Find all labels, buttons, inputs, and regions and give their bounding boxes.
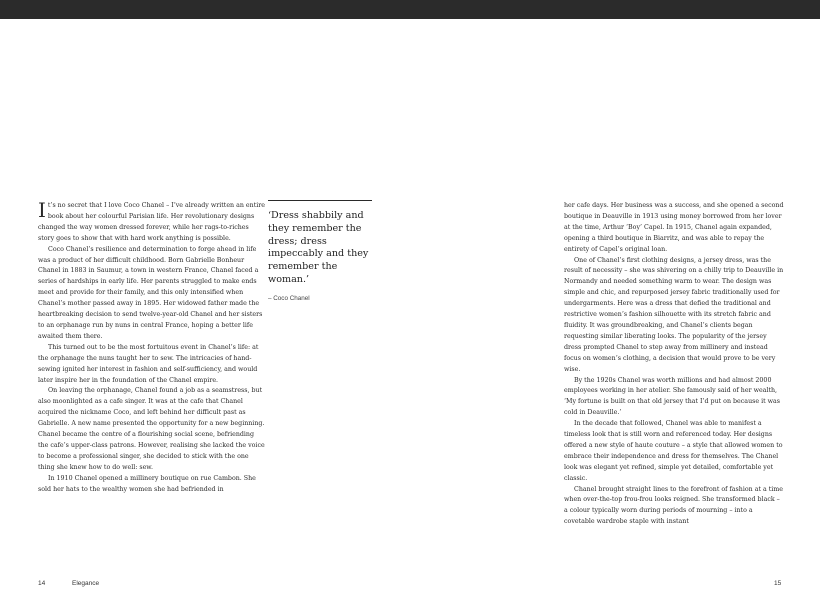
pull-quote (268, 200, 378, 302)
paragraph-1 (38, 198, 266, 245)
paragraph-10: Chanel brought straight lines to the forefront of fashion at a time when over-the-top frou-frou looks reigned. She transformed black – a colour typically worn during periods of mourning – into a covetable wardrobe staple with instant (564, 485, 783, 526)
paragraph-4: On leaving the orphanage, Chanel found a job as a seamstress, but also moonlighted as a cafe singer. It was at the cafe that Chanel acquired the nickname Coco, and left behind her difficult past as Gabrielle. A new name presented the opportunity for a new beginning. Chanel became the centre of a flourishing social scene, befriending the cafe’s upper-class patrons. However, realising she lacked the voice to become a professional singer, she decided to stick with the one thing she knew how to do well: sew. (38, 387, 265, 471)
pull-quote-rule (268, 200, 372, 201)
top-dark-band (0, 0, 820, 19)
paragraph-9: In the decade that followed, Chanel was able to manifest a timeless look that is still worn and referenced today. Her designs offered a new style of haute couture – a style that allowed women to embrace their independence and dress for themselves. The Chanel look was elegant yet refined, simple yet detailed, comfortable yet classic. (564, 420, 783, 482)
left-text-column (38, 198, 266, 495)
paragraph-7: One of Chanel’s first clothing designs, a jersey dress, was the result of necessity – she was shivering on a chilly trip to Deauville in Normandy and needed something warm to wear. The design was simple and chic, and repurposed jersey fabric traditionally used for undergarments. Here was a dress that defied the traditional and restrictive women’s fashion silhouette with its stretch fabric and fluidity. It was groundbreaking, and Chanel’s clients began requesting similar liberating looks. The popularity of the jersey dress prompted Chanel to step away from millinery and instead focus on women’s clothing, a decision that would prove to be very wise. (564, 256, 784, 373)
paragraph-8: By the 1920s Chanel was worth millions and had almost 2000 employees working in her atelier. She famously said of her wealth, ‘My fortune is built on that old jersey that I’d put on because it was cold in Deauville.’ (564, 376, 781, 417)
left-page-number: 14 (38, 580, 46, 587)
right-text-column (564, 201, 784, 528)
paragraph-2: Coco Chanel’s resilience and determination to forge ahead in life was a product of her difficult childhood. Born Gabrielle Bonheur Chanel in 1883 in Saumur, a town in western France, Chanel faced a series of hardships in early life. Her parents struggled to make ends meet and provide for their family, and this only intensified when Chanel’s mother passed away in 1895. Her widowed father made the heartbreaking decision to send twelve-year-old Chanel and her sisters to an orphanage run by nuns in central France, hoping a better life awaited them there. (38, 245, 263, 340)
paragraph-6: her cafe days. Her business was a success, and she opened a second boutique in Deauville in 1913 using money borrowed from her lover at the time, Arthur ‘Boy’ Capel. In 1915, Chanel again expanded, opening a third boutique in Biarritz, and was able to repay the entirety of Capel’s original loan. (564, 202, 784, 253)
paragraph-3: This turned out to be the most fortuitous event in Chanel’s life: at the orphanage the nuns taught her to sew. The intricacies of hand-sewing ignited her interest in fashion and self-sufficiency, and would later inspire her in the foundation of the Chanel empire. (38, 343, 259, 384)
drop-cap: I (38, 198, 46, 222)
right-page-number: 15 (774, 580, 782, 587)
paragraph-1-text: t’s no secret that I love Coco Chanel – I’ve already written an entire book about her colourful Parisian life. Her revolutionary designs changed the way women dressed forever, while her rags-to-riches story goes to show that with hard work anything is possible. (38, 202, 265, 242)
section-title: Elegance (72, 580, 100, 587)
pull-quote-text: ‘Dress shabbily and they remember the dress; dress impeccably and they remember the woman.’ (268, 210, 369, 285)
pull-quote-attribution: – Coco Chanel (268, 294, 310, 302)
paragraph-5: In 1910 Chanel opened a millinery boutique on rue Cambon. She sold her hats to the wealthy women she had befriended in (38, 474, 256, 493)
